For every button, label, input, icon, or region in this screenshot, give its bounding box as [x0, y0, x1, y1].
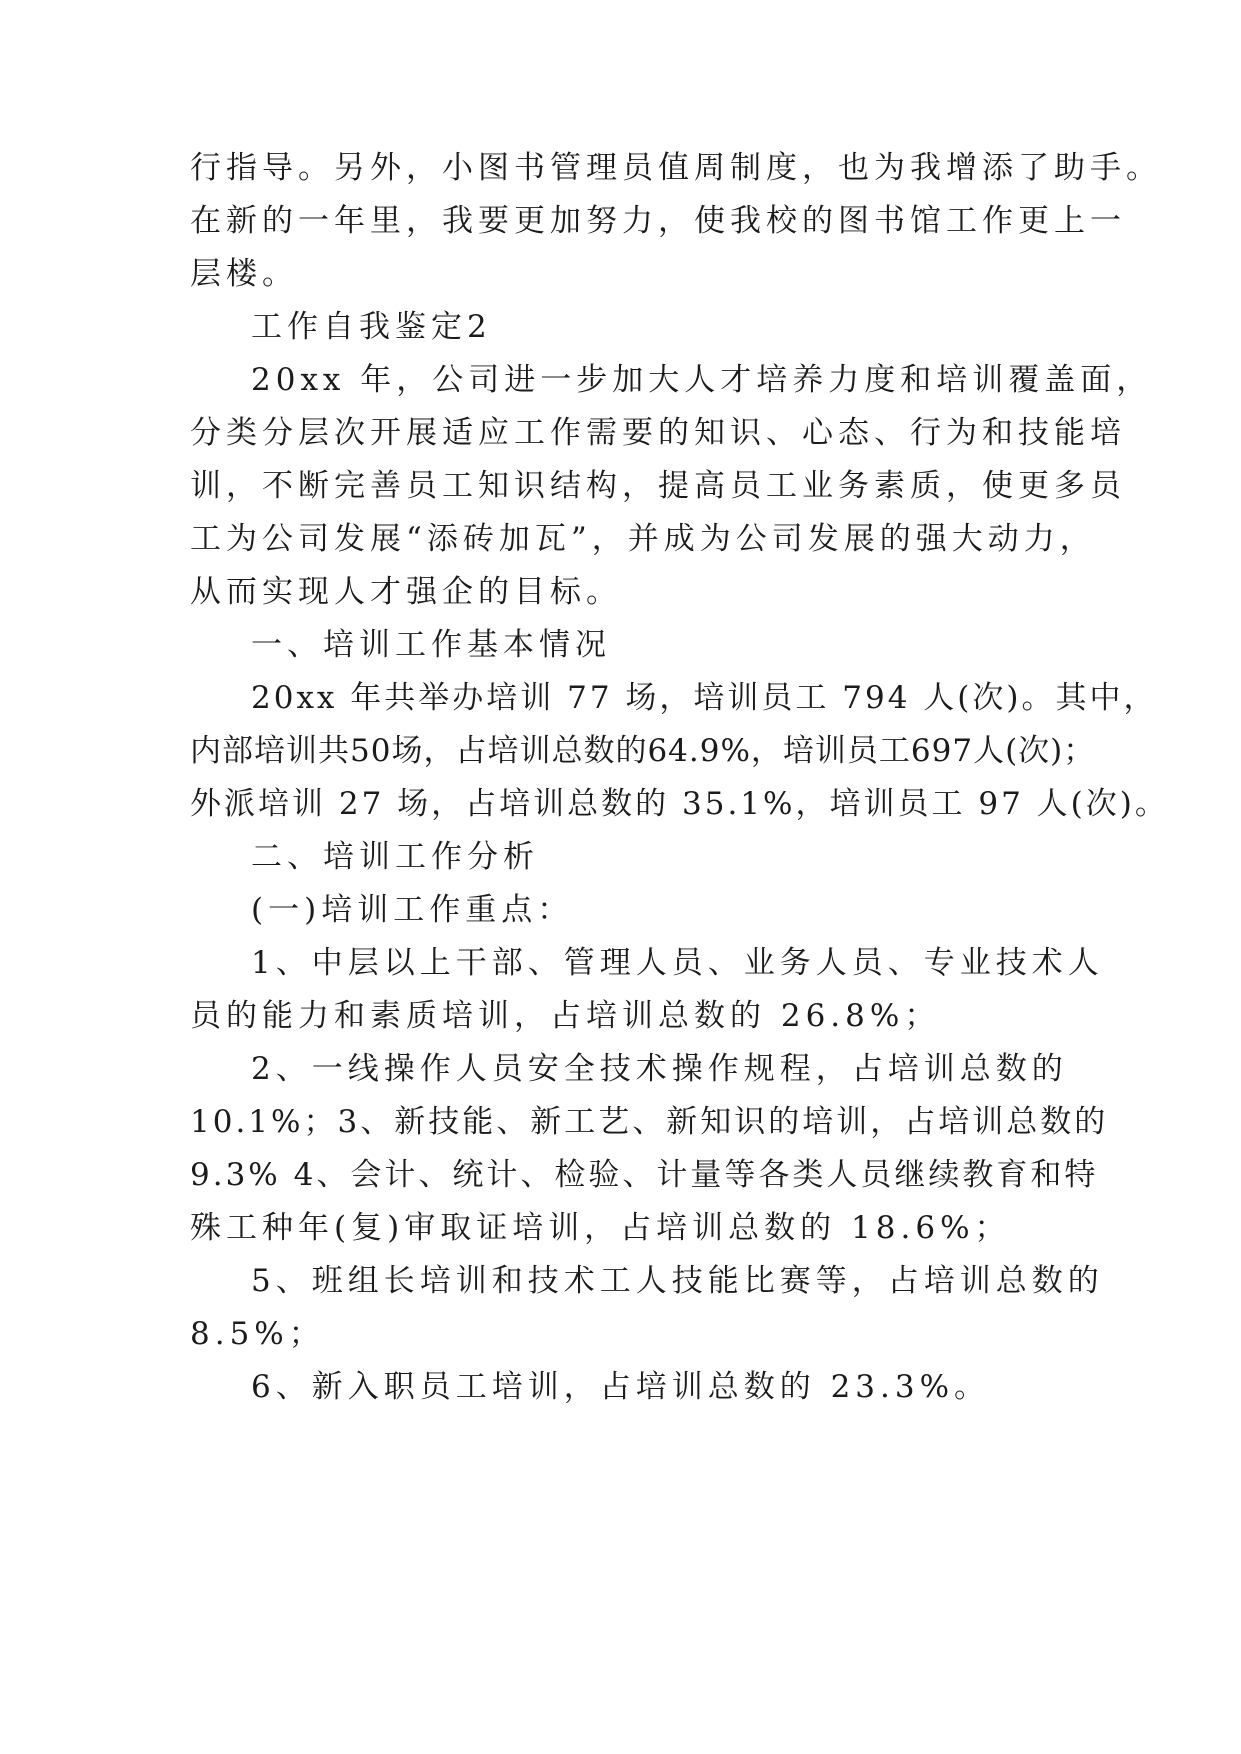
paragraph-line: 20xx 年，公司进一步加大人才培养力度和培训覆盖面， — [251, 362, 1153, 398]
paragraph-line: 员的能力和素质培训，占培训总数的 26.8%； — [190, 998, 941, 1034]
section-heading: 二、培训工作分析 — [251, 839, 539, 875]
paragraph-line: 层楼。 — [190, 256, 298, 292]
list-item: 2、一线操作人员安全技术操作规程，占培训总数的 — [251, 1051, 1068, 1087]
paragraph-line: 殊工种年(复)审取证培训，占培训总数的 18.6%； — [190, 1210, 1011, 1246]
list-item: 6、新入职员工培训，占培训总数的 23.3%。 — [251, 1369, 991, 1405]
paragraph-line: 外派培训 27 场，占培训总数的 35.1%，培训员工 97 人(次)。 — [190, 786, 1169, 822]
section-heading: 一、培训工作基本情况 — [251, 627, 611, 663]
paragraph-line: 工为公司发展“添砖加瓦”，并成为公司发展的强大动力， — [190, 521, 1096, 557]
list-item: 1、中层以上干部、管理人员、业务人员、专业技术人 — [251, 945, 1104, 981]
paragraph-line: 内部培训共50场，占培训总数的64.9%，培训员工697人(次)； — [190, 733, 1096, 769]
paragraph-line: 8.5%； — [190, 1316, 325, 1352]
section-heading: 工作自我鉴定2 — [251, 309, 492, 345]
paragraph-line: 在新的一年里，我要更加努力，使我校的图书馆工作更上一 — [190, 203, 1126, 239]
paragraph-line: 10.1%；3、新技能、新工艺、新知识的培训，占培训总数的 — [190, 1104, 1109, 1140]
paragraph-line: 9.3% 4、会计、统计、检验、计量等各类人员继续教育和特 — [190, 1157, 1099, 1193]
subsection-heading: (一)培训工作重点： — [251, 892, 574, 928]
paragraph-line: 行指导。另外，小图书管理员值周制度，也为我增添了助手。 — [190, 150, 1162, 186]
paragraph-line: 分类分层次开展适应工作需要的知识、心态、行为和技能培 — [190, 415, 1126, 451]
paragraph-line: 训，不断完善员工知识结构，提高员工业务素质，使更多员 — [190, 468, 1126, 504]
paragraph-line: 从而实现人才强企的目标。 — [190, 574, 622, 610]
paragraph-line: 20xx 年共举办培训 77 场，培训员工 794 人(次)。其中， — [251, 680, 1158, 716]
list-item: 5、班组长培训和技术工人技能比赛等，占培训总数的 — [251, 1263, 1104, 1299]
